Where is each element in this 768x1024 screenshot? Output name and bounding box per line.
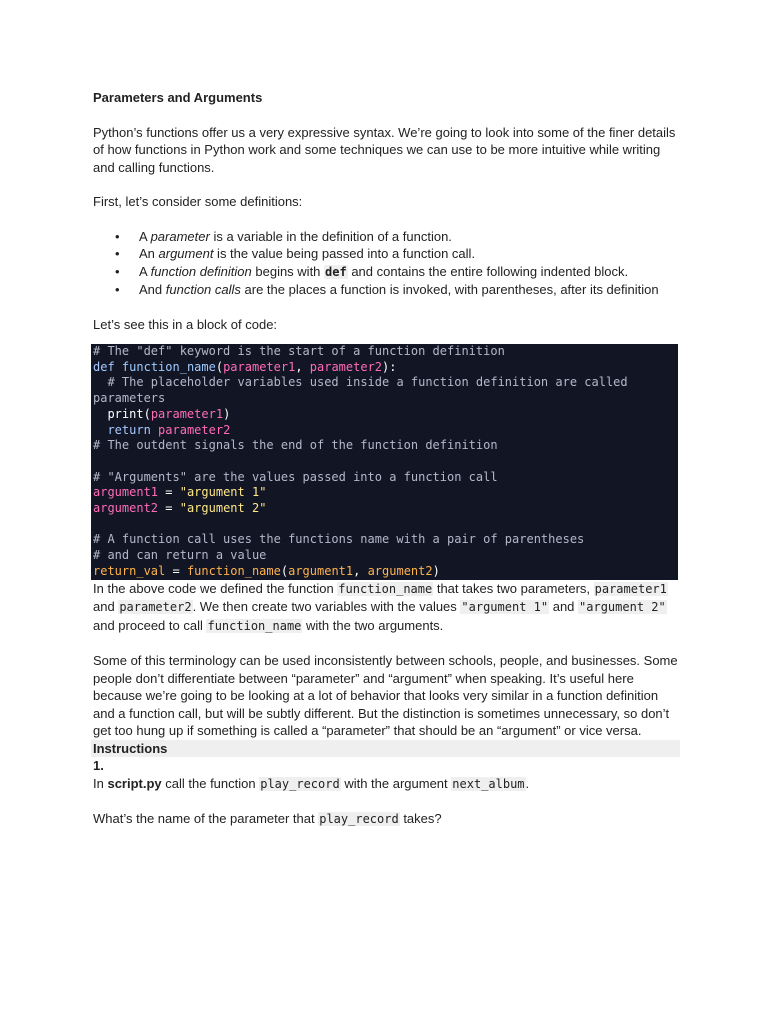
instruction-text: call the function [161,775,260,791]
explain-text: that takes two parameters, [433,580,594,596]
inline-code: function_name [338,581,433,596]
inline-code: "argument 2" [579,600,666,615]
code-variable: argument2 [93,501,159,516]
code-variable: argument1 [93,485,159,500]
terminology-paragraph: Some of this terminology can be used inconsistently between schools, people, and businesses. Some people don’t differentiate between “parameter” and “argument” when speaking. It’s useful here because we’re going to be looking at a lot of behavior that looks very similar in a function definition and a function call, but will be subtly different. But the distinction is sometimes unnecessary, so don’t get too hung up if something is called a “parameter” that should be an “argument” or vice versa. [93,653,678,739]
definition-term: function definition [150,263,252,279]
explain-text: and [549,599,579,615]
definition-text: A [139,263,151,279]
code-block: # The "def" keyword is the start of a function definition def function_name(parameter1, parameter2): # The placeholder variables used inside a function definition are called parameters print(parameter1) return parameter2 # The outdent signals the end of the function definition # "Arguments" are the values passed into a function call argument1 = "argument 1" argument2 = "argument 2" # A function call uses the functions name with a pair of parentheses # and can return a value return_val = function_name(argument1, argument2) [91,344,678,580]
code-comment: # and can return a value [93,548,267,563]
code-variable: argument2 [367,563,433,578]
explain-text: with the two arguments. [302,617,444,633]
code-string: "argument 2" [179,501,267,516]
inline-code: next_album [452,776,525,791]
inline-code: "argument 1" [461,600,549,615]
explain-text: . We then create two variables with the values [192,599,461,615]
instructions-heading: Instructions [91,740,680,758]
explain-paragraph [93,580,678,636]
instruction-text: In [93,775,108,791]
instruction-step-text [93,775,678,794]
code-function-name: function_name [121,359,216,374]
definition-term: function calls [165,282,241,297]
inline-code: def [325,264,347,279]
code-parameter: parameter1 [150,406,224,421]
file-name: script.py [107,775,162,791]
question-text: What’s the name of the parameter that [93,811,319,827]
code-variable: return_val [93,563,166,578]
code-keyword: def [93,359,115,374]
code-parameter: parameter1 [223,359,296,374]
list-item [139,245,678,263]
code-parameter: parameter2 [309,359,383,374]
definition-text: and contains the entire following indented block. [347,263,629,279]
code-comment: # The outdent signals the end of the function definition [93,438,498,453]
explain-text: In the above code we defined the function [93,580,338,596]
inline-code: parameter1 [594,581,667,596]
code-keyword: return [107,422,151,437]
document-content [93,89,678,829]
code-comment: # The "def" keyword is the start of a function definition [93,344,505,358]
instruction-question [93,810,678,829]
code-comment: # The placeholder variables used inside a function definition are called parameters [93,375,635,406]
question-text: takes? [399,811,442,827]
definition-text: is the value being passed into a function call. [213,246,476,261]
definition-text: An [139,246,159,261]
definition-term: parameter [150,228,210,244]
code-variable: argument1 [288,563,354,578]
code-lead: Let’s see this in a block of code: [93,316,278,332]
inline-code: parameter2 [119,600,192,615]
page-title: Parameters and Arguments [93,90,263,105]
instruction-text: . [525,775,530,791]
list-item [139,228,678,246]
explain-text: and proceed to call [93,617,207,633]
definitions-list [93,228,678,299]
definition-text: begins with [251,263,325,279]
instruction-step-number: 1. [93,758,104,774]
code-comment: # "Arguments" are the values passed into a function call [93,469,498,484]
code-parameter: parameter2 [158,422,231,437]
code-string: "argument 1" [179,485,267,500]
list-item [139,263,678,282]
code-comment: # A function call uses the functions name with a pair of parentheses [93,532,585,547]
definition-text: is a variable in the definition of a function. [209,228,452,244]
definitions-lead: First, let’s consider some definitions: [93,194,303,209]
list-item [139,281,678,299]
intro-paragraph: Python’s functions offer us a very expressive syntax. We’re going to look into some of the finer details of how functions in Python work and some techniques we can use to be more intuitive while writing and calling functions. [93,124,676,175]
definition-text: And [139,282,166,297]
explain-text: and [93,599,119,615]
definition-text: are the places a function is invoked, with parentheses, after its definition [240,282,659,297]
definition-text: A [139,228,151,244]
definition-term: argument [158,246,214,261]
inline-code: play_record [319,812,399,827]
code-builtin: print [107,406,144,421]
code-function-name: function_name [186,563,281,578]
inline-code: play_record [260,776,340,791]
inline-code: function_name [207,618,302,633]
instruction-text: with the argument [340,775,452,791]
